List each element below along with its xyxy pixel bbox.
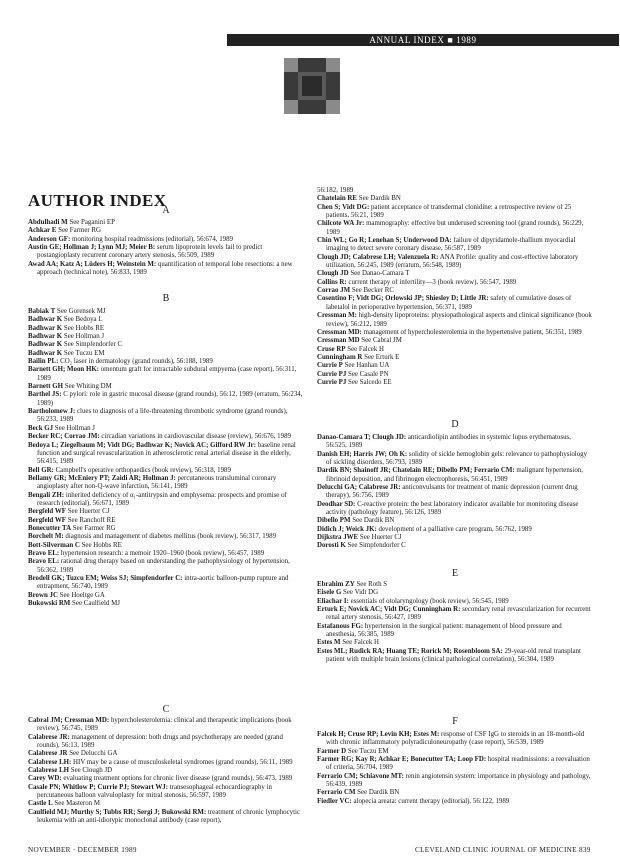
entry-authors: Delucchi GA; Calabrese JR: (317, 484, 401, 492)
section-letter-b: B (162, 293, 170, 304)
entry-reference: circadian variations in cardiovascular disease (review), 56:676, 1989 (99, 433, 291, 441)
entry-list-e (317, 581, 593, 664)
entry-authors: Farmer RG; Kay R; Achkar E; Bonecutter TA; Loop FD: (317, 756, 487, 764)
running-head: ANNUAL INDEX ■ 1989 (227, 34, 619, 46)
entry-reference: See Hollman J (53, 424, 95, 432)
entry-reference: patient acceptance of transdermal clonidine: a retrospective review of 25 patients, 56:21, 1989 (326, 203, 572, 220)
entry-reference: See Huerter CJ (65, 508, 110, 516)
index-entry (317, 362, 593, 370)
entry-reference: inherited deficiency of α₁-antitrypsin and emphysema: prospects and promise of research (editorial), 56:671, 1989 (37, 491, 287, 507)
entry-reference: anticonvulsants for treatment of manic depression (current drug therapy), 56:756, 1989 (326, 484, 578, 500)
entry-reference: intra-aortic balloon-pump rupture and entrapment, 56:740, 1989 (37, 575, 289, 591)
entry-reference: See Delucchi GA (67, 750, 118, 758)
index-entry (28, 775, 304, 783)
entry-authors: Bartholomew J: (28, 408, 76, 416)
entry-authors: Dorosti K (317, 542, 346, 550)
index-entry (28, 508, 304, 516)
entry-reference: management of hypercholesterolemia in the hypertensive patient, 56:351, 1989 (361, 328, 582, 336)
entry-authors: Bott-Silverman C (28, 541, 80, 549)
index-entry (317, 542, 593, 550)
index-entry (28, 542, 304, 550)
entry-reference: See Falcek H (340, 639, 380, 647)
index-entry (28, 525, 304, 533)
entry-list-b (28, 308, 304, 608)
entry-authors: Cosentino F; Vidt DG; Orlowski JP; Shiesley D; Little JR: (317, 295, 489, 303)
index-entry (28, 717, 304, 734)
index-entry (28, 261, 304, 278)
entry-reference: high-density lipoproteins: physiopathological aspects and clinical significance (book review), 56:212, 1989 (326, 312, 592, 328)
index-entry (317, 329, 593, 337)
entry-authors: Cunningham R (317, 353, 363, 361)
entry-reference: failure of dipyridamole-thallium myocardial imaging to detect severe coronary disease, 56:587, 1989 (326, 237, 576, 253)
entry-authors: Calabrese LH: (28, 758, 72, 766)
entry-authors: Beck GJ (28, 424, 54, 432)
entry-authors: Clough JD; Calabrese LH; Valenzuela R: (317, 253, 439, 261)
entry-authors: Cressman MD: (317, 328, 362, 336)
entry-authors: Dijkstra JWE (317, 534, 359, 542)
index-entry (317, 534, 593, 542)
index-entry (317, 451, 593, 468)
index-entry (28, 767, 304, 775)
entry-authors: Borchelt M: (28, 533, 64, 541)
entry-reference: See Simpfendorfer C (62, 341, 123, 349)
entry-authors: Calabrese JR: (28, 733, 70, 741)
entry-reference: HIV may be a cause of musculoskeletal syndromes (grand rounds), 56:11, 1989 (71, 758, 293, 766)
entry-reference: 56:182, 1989 (317, 187, 354, 194)
index-entry (317, 598, 593, 606)
entry-list-a (28, 219, 304, 277)
entry-authors: Awad AA; Katz A; Lüders H; Weinstein M: (28, 260, 157, 268)
entry-reference: See Farmer RG (56, 227, 101, 235)
index-entry (317, 623, 593, 640)
index-entry (28, 408, 304, 425)
entry-reference: See Salcedo EE (346, 378, 392, 386)
entry-authors: Chilcote WA Jr: (317, 220, 365, 228)
entry-reference: serum lipoprotein levels fail to predict postangioplasty recurrent coronary artery stenosis, 56:509, 1989 (37, 244, 263, 260)
entry-reference: See Hanhan UA (342, 362, 390, 370)
entry-reference: CO₂ laser in dermatology (grand rounds), 56:188, 1989 (58, 358, 213, 366)
entry-reference: current therapy of infertility—3 (book review), 56:547, 1989 (346, 278, 517, 286)
entry-reference: treatment of chronic lymphocytic leukemia with an anti-idiotypic monoclonal antibody (case report), (37, 808, 300, 825)
entry-reference: See Hobbs RE (79, 541, 122, 549)
entry-authors: Barnett GH (28, 383, 64, 391)
entry-reference: response of CSF IgG to steroids in an 18-month-old with chronic inflammatory polyradiculoneuropathy (case report), 56:539, 1989 (326, 731, 585, 747)
entry-reference: C pylori: role in gastric mucosal disease (grand rounds), 56:12, 1989 (erratum, 56:234, 1989) (37, 391, 303, 407)
entry-reference: solidity of sickle hemoglobin gels: relevance to pathophysiology of sickling disorders, 56:793, 1989 (326, 450, 588, 467)
index-entry (28, 425, 304, 433)
entry-authors: Dibello PM (317, 517, 351, 525)
entry-authors: Bedoya L; Ziegelbaum M; Vidt DG; Badhwar K; Novick AC; Gifford RW Jr: (28, 441, 257, 449)
entry-reference: essentials of otolaryngology (book review), 56:545, 1989 (348, 597, 509, 605)
entry-authors: Barthel JS: (28, 391, 62, 399)
index-entry (28, 533, 304, 541)
entry-authors: Danao-Camara T; Clough JD: (317, 434, 407, 441)
section-letter-e: E (451, 568, 459, 579)
index-entry (317, 312, 593, 329)
index-entry (317, 279, 593, 287)
entry-authors: Babiak T (28, 308, 56, 315)
index-entry (317, 295, 593, 312)
entry-reference: Campbell's operative orthopaedics (book review), 56:318, 1989 (53, 466, 231, 474)
entry-reference: percutaneous transluminal coronary angioplasty after non-Q-wave infarction, 56:141, 1989 (37, 474, 277, 491)
entry-reference: See Hoeltge GA (57, 591, 105, 599)
entry-reference: hypercholesterolemia: clinical and therapeutic implications (book review), 56:745, 1989 (37, 717, 292, 733)
index-entry (28, 475, 304, 492)
entry-authors: Falcek H; Cruse RP; Levin KH; Estes M: (317, 731, 440, 738)
entry-reference: hypertension research: a memoir 1920–1960 (book review), 56:457, 1989 (59, 549, 265, 557)
index-entry (317, 748, 593, 756)
entry-reference: See Dardik BN (357, 195, 401, 203)
index-entry (28, 227, 304, 235)
entry-reference: See Simpfendorfer C (345, 542, 406, 550)
index-entry (317, 648, 593, 665)
entry-reference: See Masteron M (52, 800, 100, 808)
entry-authors: Anderson GF: (28, 235, 71, 243)
entry-authors: Brodell GK; Tuzcu EM; Weiss SJ; Simpfendorfer C: (28, 575, 183, 582)
index-entry (28, 366, 304, 383)
index-entry (317, 270, 593, 278)
entry-authors: Fiedler VC: (317, 797, 352, 805)
index-entry (317, 606, 593, 623)
index-entry (317, 589, 593, 597)
section-letter-f: F (452, 716, 458, 727)
index-entry (28, 236, 304, 244)
entry-reference: renin angiotensin system: importance in physiology and pathology, 56:439, 1989 (326, 772, 591, 789)
entry-authors: Bengali ZH: (28, 491, 65, 499)
index-entry (28, 333, 304, 341)
entry-reference: See Hobbs RE (62, 324, 105, 332)
entry-reference: rational drug therapy based on understanding the pathophysiology of hypertension, 56:362, 1989 (37, 558, 290, 574)
entry-reference: See Roth S (354, 581, 388, 588)
index-entry (28, 809, 304, 826)
entry-reference: See Casale PN (346, 370, 389, 378)
entry-reference: See Falcek H (345, 345, 384, 353)
page-title: AUTHOR INDEX (28, 191, 167, 210)
entry-reference: See Paganini EP (67, 219, 115, 226)
footer-journal-page: CLEVELAND CLINIC JOURNAL OF MEDICINE 839 (415, 846, 591, 854)
entry-authors: Didich J; Weick JK: (317, 525, 377, 533)
entry-authors: Danish EH; Harris JW; Oh K: (317, 450, 408, 458)
journal-logo (284, 58, 340, 114)
index-entry (28, 800, 304, 808)
entry-authors: Clough JD (317, 270, 349, 278)
index-entry (28, 558, 304, 575)
index-entry (317, 756, 593, 773)
index-entry (28, 350, 304, 358)
entry-authors: Casale PN; Whitlow P; Currie PJ; Stewart WJ: (28, 783, 169, 791)
index-entry (317, 346, 593, 354)
entry-authors: Ebrahim ZY (317, 581, 355, 588)
entry-list-c (28, 717, 304, 825)
index-entry (317, 467, 593, 484)
index-entry (317, 798, 593, 806)
entry-reference: diagnosis and management of diabetes mellitus (book review), 56:317, 1989 (63, 533, 277, 541)
section-letter-a: A (162, 205, 170, 216)
index-entry (317, 434, 593, 451)
entry-reference: clues to diagnosis of a life-threatening thrombotic syndrome (grand rounds), 56:233, 1989 (37, 408, 288, 424)
index-entry (28, 219, 304, 227)
index-entry (28, 442, 304, 467)
entry-authors: Chatelain RE (317, 195, 358, 203)
entry-authors: Estes M (317, 639, 341, 647)
entry-reference: monitoring hospital readmissions (editorial), 56:674, 1989 (70, 235, 233, 243)
entry-reference: ANA Profile: quality and cost-effective laboratory utilization, 56:245, 1989 (erratum, 56:548, 1989) (326, 253, 579, 270)
entry-authors: Bukowski RM (28, 600, 71, 608)
entry-list-d (317, 434, 593, 551)
index-entry (317, 287, 593, 295)
entry-reference: See Gorensek MJ (55, 308, 106, 315)
index-entry (28, 341, 304, 349)
index-entry (317, 581, 593, 589)
entry-authors: Collins R: (317, 278, 347, 286)
entry-reference: See Danao-Camara T (348, 270, 410, 278)
index-entry (28, 308, 304, 316)
entry-authors: Deodhar SD: (317, 500, 356, 508)
entry-reference: management of depression: both drugs and psychotherapy are needed (grand rounds), 56:13, 1989 (37, 733, 283, 750)
entry-reference: secondary renal revascularization for recurrent renal artery stenosis, 56:427, 1989 (326, 606, 591, 622)
entry-authors: Castle L (28, 800, 53, 808)
entry-reference: transesophageal echocardiography in percutaneous balloon valvuloplasty for mitral stenosis, 56:597, 1989 (37, 783, 272, 800)
entry-reference: mammography: effective but underused screening tool (grand rounds), 56:229, 1989 (326, 220, 584, 236)
entry-reference: alopecia areata: current therapy (editorial), 56:122, 1989 (351, 797, 510, 805)
entry-authors: Eisele G (317, 589, 342, 597)
entry-authors: Bravo EL: (28, 558, 60, 566)
entry-authors: Bergfeld WF (28, 516, 66, 524)
index-entry (28, 550, 304, 558)
entry-reference: See Hollman J (62, 333, 105, 341)
index-entry (317, 379, 593, 387)
index-entry (317, 237, 593, 254)
entry-authors: Bonecutter TA (28, 524, 72, 532)
index-entry (317, 484, 593, 501)
index-entry (317, 773, 593, 790)
index-entry (28, 244, 304, 261)
entry-reference: See Clough JD (69, 767, 113, 775)
entry-authors: Bravo EL: (28, 549, 60, 557)
index-entry (317, 195, 593, 203)
entry-reference: See Cabral JM (359, 337, 402, 345)
entry-reference: 29-year-old renal transplant patient with multiple brain lesions (clinical pathological correlation), 56:304, 1989 (326, 647, 581, 664)
entry-reference: See Dardik BN (355, 789, 400, 797)
index-entry (28, 784, 304, 801)
entry-authors: Becker RC; Corrao JM: (28, 433, 100, 441)
index-entry (317, 187, 593, 195)
entry-authors: Chin WL; Go R; Lenehan S; Underwood DA: (317, 237, 452, 245)
entry-reference: See Tuczu EM (62, 349, 105, 357)
entry-authors: Cressman MD (317, 337, 360, 345)
entry-reference: See Vidt DG (341, 589, 379, 597)
index-entry (317, 371, 593, 379)
entry-authors: Abdulhadi M (28, 219, 68, 226)
entry-authors: Cressman M: (317, 312, 357, 320)
index-entry (317, 526, 593, 534)
entry-reference: See Dardik BN (350, 517, 395, 525)
entry-authors: Corrao JM (317, 287, 351, 295)
entry-reference: omentum graft for intractable subdural empyema (case report), 56:311, 1989 (37, 366, 297, 382)
entry-authors: Estafanous FG: (317, 622, 364, 630)
entry-authors: Dardik BN; Shainoff JR; Chatelain RE; Dibello PM; Ferrario CM: (317, 467, 515, 475)
index-entry (28, 759, 304, 767)
entry-authors: Erturk E; Novick AC; Vidt DG; Cunningham R: (317, 606, 461, 614)
index-entry (317, 220, 593, 237)
entry-reference: safety of cumulative doses of labetalol in perioperative hypertension, 56:371, 1989 (326, 295, 572, 311)
entry-authors: Badhwar K (28, 349, 63, 357)
entry-reference: development of a palliative care program, 56:762, 1989 (376, 525, 532, 533)
index-entry (28, 325, 304, 333)
index-entry (28, 575, 304, 592)
entry-reference: See Farmer RG (71, 524, 116, 532)
entry-authors: Bergfeld WF (28, 508, 66, 516)
entry-authors: Estes ML; Rudick RA; Huang TE; Rorick M; Rosenbloom SA: (317, 647, 503, 655)
entry-reference: See Tuczu EM (346, 747, 389, 755)
entry-reference: hospital readmissions: a reevaluation of criteria, 56:704, 1989 (326, 756, 590, 772)
index-entry (28, 734, 304, 751)
index-entry (317, 204, 593, 221)
entry-reference: evaluating treatment options for chronic liver disease (grand rounds), 56:473, 1989 (61, 775, 293, 783)
entry-authors: Ferrario CM; Schiavone MT: (317, 772, 404, 780)
entry-authors: Caulfield MJ; Murthy S; Tubbs RR; Sergi J; Bukowski RM: (28, 808, 207, 816)
entry-authors: Badhwar K (28, 333, 63, 341)
entry-authors: Calabrese LH (28, 767, 70, 775)
entry-reference: See Caulfield MJ (70, 600, 120, 608)
index-entry (317, 501, 593, 518)
entry-reference: anticardiolipin antibodies in systemic lupus erythematosus, 56:525, 1989 (326, 434, 571, 450)
index-entry (317, 337, 593, 345)
index-entry (28, 383, 304, 391)
entry-authors: Badhwar K (28, 316, 63, 324)
entry-authors: Calabrese JR (28, 750, 68, 758)
footer-issue-date: NOVEMBER · DECEMBER 1989 (28, 846, 137, 854)
entry-authors: Cabral JM; Cressman MD: (28, 717, 110, 724)
index-entry (28, 592, 304, 600)
entry-authors: Badhwar K (28, 341, 63, 349)
index-entry (317, 639, 593, 647)
entry-reference: See Whiting DM (63, 383, 112, 391)
entry-authors: Achkar E (28, 227, 57, 235)
entry-reference: See Becker RC (350, 287, 394, 295)
entry-authors: Badhwar K (28, 324, 63, 332)
entry-authors: Brown JC (28, 591, 58, 599)
index-entry (28, 492, 304, 509)
entry-list-c-continued (317, 187, 593, 387)
index-entry (28, 358, 304, 366)
entry-authors: Ferrario CM (317, 789, 356, 797)
entry-authors: Currie P (317, 362, 343, 370)
section-letter-c: C (162, 704, 170, 715)
entry-authors: Austin GE; Hollman J; Lynn MJ; Meier B: (28, 244, 156, 252)
entry-authors: Bell GR: (28, 466, 54, 474)
index-entry (28, 600, 304, 608)
section-letter-d: D (451, 419, 459, 430)
entry-reference: baseline renal function and surgical revascularization in atherosclerotic renal arterial disease in the elderly, 56:415, 1989 (37, 441, 296, 466)
entry-authors: Farmer D (317, 747, 347, 755)
entry-reference: See Erturk E (362, 353, 400, 361)
index-entry (28, 391, 304, 408)
entry-authors: Currie PJ (317, 378, 347, 386)
entry-reference: See Ranchoff RE (65, 516, 116, 524)
index-entry (28, 316, 304, 324)
entry-reference: C-reactive protein: the best laboratory indicator available for monitoring disease activity (pathology feature), 56:126, 1989 (326, 500, 579, 517)
index-entry (28, 433, 304, 441)
entry-authors: Bellamy GR; McEniery PT; Zaidi AR; Hollman J: (28, 474, 176, 482)
index-entry (317, 354, 593, 362)
index-entry (317, 789, 593, 797)
entry-authors: Barnett GH; Moon HK: (28, 366, 100, 374)
entry-list-f (317, 731, 593, 806)
entry-reference: malignant hypertension, fibrinoid deposition, and fibrinogen electrophoresis, 56:451, 1989 (326, 467, 584, 483)
entry-authors: Carey WD: (28, 775, 62, 783)
index-entry (28, 750, 304, 758)
entry-authors: Chen S; Vidt DG: (317, 203, 370, 211)
entry-authors: Eliachar I: (317, 597, 349, 605)
entry-reference: quantification of temporal lobe resections: a new approach (technical note), 56:833, 1989 (37, 260, 293, 277)
index-entry (317, 731, 593, 748)
index-entry (28, 467, 304, 475)
index-entry (317, 254, 593, 271)
entry-reference: hypertension in the surgical patient: management of blood pressure and anesthesia, 56:385, 1989 (326, 622, 562, 639)
entry-reference: See Bedoya L (62, 316, 103, 324)
entry-reference: See Huerter CJ (358, 534, 402, 542)
index-entry (317, 517, 593, 525)
index-entry (28, 517, 304, 525)
entry-authors: Cruse RP (317, 345, 346, 353)
entry-authors: Bailin PL: (28, 358, 59, 366)
entry-authors: Currie PJ (317, 370, 347, 378)
